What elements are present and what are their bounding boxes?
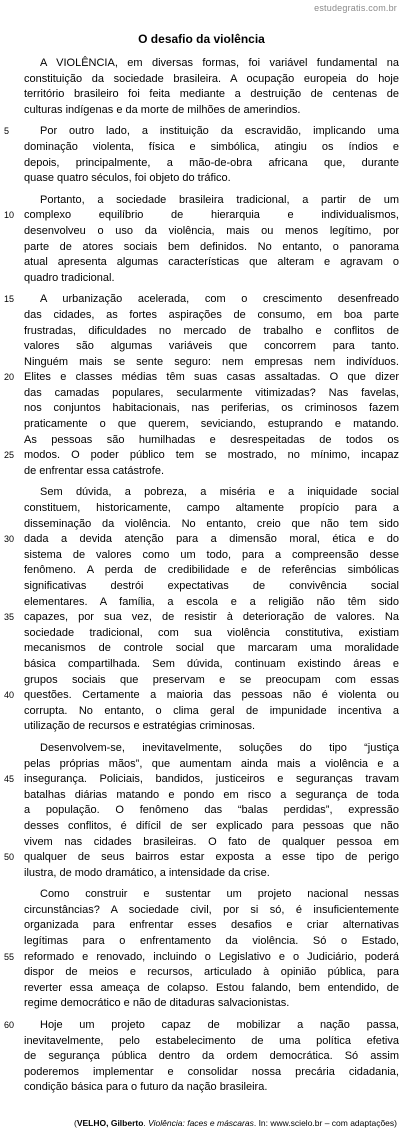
line-text: circunstâncias? A sociedade civil, por si só, é insuficientemente bbox=[24, 903, 399, 916]
line-text: território brasileiro foi feita mediante a destruição de centenas de bbox=[24, 88, 399, 101]
text-line bbox=[24, 719, 399, 735]
text-line bbox=[24, 1034, 399, 1050]
text-line bbox=[24, 517, 399, 533]
text-line bbox=[24, 934, 399, 950]
line-text: atual apresenta algumas características que alteram e agravam o bbox=[24, 256, 399, 269]
line-text: legítimas para o enfrentamento da violência. Só o Estado, bbox=[24, 935, 399, 948]
text-line bbox=[24, 56, 399, 72]
text-line bbox=[24, 704, 399, 720]
paragraph bbox=[4, 193, 399, 287]
line-number: 40 bbox=[4, 690, 15, 701]
line-text: significativas destrói expectativas de convivência social bbox=[24, 580, 399, 592]
line-text: valores são algumas variáveis que concorrem para tanto. bbox=[24, 340, 399, 353]
text-line bbox=[4, 950, 399, 966]
text-line bbox=[4, 532, 399, 548]
text-line bbox=[24, 741, 399, 757]
text-line bbox=[24, 464, 399, 480]
text-line bbox=[24, 866, 399, 882]
line-text: corrupta. No entanto, o clima geral de impunidade incentiva a bbox=[24, 704, 399, 717]
text-line bbox=[24, 240, 399, 256]
text-line bbox=[4, 292, 399, 308]
text-line bbox=[24, 1080, 399, 1096]
text-line bbox=[24, 140, 399, 156]
line-text: utilização de recursos e estratégias criminosas. bbox=[24, 720, 256, 733]
text-line bbox=[24, 501, 399, 517]
site-watermark: estudegratis.com.br bbox=[314, 3, 397, 13]
line-number: 45 bbox=[4, 774, 15, 785]
line-number: 30 bbox=[4, 534, 15, 545]
line-text: disseminação da violência. No entanto, creio que não tem sido bbox=[24, 517, 399, 530]
line-text: Por outro lado, a instituição da escravidão, implicando uma bbox=[40, 125, 399, 138]
text-body bbox=[4, 56, 399, 1096]
text-line bbox=[24, 641, 399, 657]
line-text: inevitavelmente, pelo estabelecimento de uma política efetiva bbox=[24, 1034, 399, 1047]
line-text: dispor de meios e recursos, articulado à opinião pública, para bbox=[24, 966, 399, 979]
line-text: capazes, por sua vez, de resistir à deterioração de valores. Na bbox=[24, 611, 399, 624]
text-line bbox=[24, 579, 399, 595]
text-line bbox=[24, 156, 399, 172]
text-line bbox=[24, 918, 399, 934]
text-line bbox=[24, 819, 399, 835]
line-text: Elites e classes médias têm suas casas assaltadas. O que dizer bbox=[24, 371, 399, 384]
text-line bbox=[24, 981, 399, 997]
line-text: reverter essa ameaça de colapso. Estou falando, bem entendido, de bbox=[24, 981, 399, 994]
line-text: insegurança. Policiais, bandidos, justiceiros e seguranças travam bbox=[24, 773, 399, 786]
line-text: fenômeno. A perda de credibilidade e de referências simbólicas bbox=[24, 564, 399, 577]
line-text: condição básica para o futuro da nação brasileira. bbox=[24, 1081, 268, 1094]
source-open: ( bbox=[73, 1118, 77, 1128]
line-text: desenvolveu o uso da violência, mais ou menos legítimo, por bbox=[24, 224, 399, 237]
text-title: O desafio da violência bbox=[138, 32, 265, 46]
line-text: constituem, historicamente, campo altamente propício para a bbox=[24, 502, 399, 515]
line-text: nos conjuntos habitacionais, nas periferias, os criminosos fazem bbox=[24, 402, 399, 415]
paragraph bbox=[4, 887, 399, 1012]
text-line bbox=[24, 401, 399, 417]
line-text: complexo equilíbrio de hierarquia e individualismos, bbox=[24, 209, 399, 222]
line-text: Sem dúvida, a pobreza, a miséria e a iniquidade social bbox=[40, 486, 399, 499]
line-number: 15 bbox=[4, 294, 15, 305]
line-text: A urbanização acelerada, com o crescimento desenfreado bbox=[40, 293, 399, 306]
line-text: dominação violenta, física e simbólica, atingiu os índios e bbox=[24, 140, 399, 153]
text-line bbox=[4, 448, 399, 464]
text-line bbox=[24, 308, 399, 324]
line-number: 20 bbox=[4, 372, 15, 383]
line-number: 50 bbox=[4, 852, 15, 863]
line-text: regime democrático e não de ditaduras salvacionistas. bbox=[24, 997, 290, 1010]
text-line bbox=[24, 324, 399, 340]
line-text: elementares. A família, a escola e a religião não têm sido bbox=[24, 595, 399, 608]
line-text: praticamente o que querem, seviciando, estuprando e matando. bbox=[24, 418, 399, 431]
text-line bbox=[24, 673, 399, 689]
paragraph bbox=[4, 485, 399, 735]
text-line bbox=[24, 485, 399, 501]
paragraph bbox=[4, 124, 399, 186]
source-author: VELHO, Gilberto bbox=[76, 1118, 144, 1128]
text-line bbox=[24, 757, 399, 773]
source-citation bbox=[74, 1118, 397, 1128]
line-text: poderemos implementar e consolidar nossa precária cidadania, bbox=[24, 1065, 399, 1078]
line-text: batalhas diárias matando e pondo em risco a segurança de toda bbox=[24, 788, 399, 801]
line-number: 60 bbox=[4, 1020, 15, 1031]
text-line bbox=[24, 417, 399, 433]
text-line bbox=[4, 610, 399, 626]
line-number: 35 bbox=[4, 612, 15, 623]
line-text: quadro tradicional. bbox=[24, 271, 115, 284]
line-text: das cidades, as fortes aspirações de consumo, em boa parte bbox=[24, 308, 399, 321]
text-line bbox=[24, 996, 399, 1012]
line-text: organizada para enfrentar esses desafios e criar alternativas bbox=[24, 919, 399, 932]
line-text: Portanto, a sociedade brasileira tradicional, a partir de um bbox=[40, 193, 399, 206]
paragraph bbox=[24, 56, 399, 118]
line-text: das camadas populares, secularmente vitimizadas? Nas favelas, bbox=[24, 386, 399, 399]
text-line bbox=[24, 1065, 399, 1081]
line-text: ilustra, de modo dramático, a intensidade da crise. bbox=[24, 866, 270, 879]
line-text: sistema de valores como um todo, para a compreensão desse bbox=[24, 548, 399, 561]
line-text: Como construir e sustentar um projeto nacional nessas bbox=[40, 888, 399, 901]
text-line bbox=[24, 386, 399, 402]
paragraph bbox=[4, 741, 399, 881]
line-text: de enfrentar essa catástrofe. bbox=[24, 464, 165, 477]
text-line bbox=[24, 103, 399, 119]
line-text: vivem nas cidades brasileiras. O fato de qualquer pessoa em bbox=[24, 835, 399, 848]
line-text: A VIOLÊNCIA, em diversas formas, foi variável fundamental na bbox=[40, 57, 399, 69]
text-line bbox=[24, 595, 399, 611]
text-line bbox=[24, 965, 399, 981]
line-text: mecanismos de controle social que marcaram uma moralidade bbox=[24, 642, 399, 655]
line-number: 5 bbox=[4, 126, 10, 137]
text-line bbox=[24, 803, 399, 819]
line-text: desses conflitos, é difícil de ser explicado para pessoas que não bbox=[24, 819, 399, 832]
line-number: 55 bbox=[4, 951, 15, 962]
paragraph bbox=[4, 292, 399, 479]
text-line bbox=[24, 271, 399, 287]
line-text: pelas próprias mãos”, que aumentam ainda mais a violência e a bbox=[24, 757, 399, 770]
line-text: frustradas, dificuldades no mercado de trabalho e conflitos de bbox=[24, 324, 399, 337]
line-text: reformado e renovado, incluindo o Legislativo e o Judiciário, poderá bbox=[24, 950, 399, 963]
text-line bbox=[24, 87, 399, 103]
text-line bbox=[4, 772, 399, 788]
line-number: 25 bbox=[4, 450, 15, 461]
line-text: Hoje um projeto capaz de mobilizar a nação passa, bbox=[40, 1019, 399, 1032]
text-line bbox=[24, 887, 399, 903]
source-work: Violência: faces e máscaras bbox=[148, 1118, 254, 1128]
line-text: sociedade tradicional, com sua violência constitutiva, existiam bbox=[24, 626, 399, 639]
text-line bbox=[24, 1049, 399, 1065]
text-line bbox=[24, 903, 399, 919]
line-text: de segurança pública dentro da ordem democrática. Só assim bbox=[24, 1050, 399, 1063]
text-line bbox=[24, 626, 399, 642]
line-text: modos. O poder público tem se mostrado, no mínimo, incapaz bbox=[24, 449, 399, 462]
text-line bbox=[24, 72, 399, 88]
line-text: culturas indígenas e da morte de milhões de amerindios. bbox=[24, 103, 301, 116]
line-text: básica compartilhada. Sem dúvida, continuam existindo áreas e bbox=[24, 657, 399, 670]
line-text: As pessoas são humilhadas e desrespeitadas de todos os bbox=[24, 433, 399, 446]
text-line bbox=[4, 1018, 399, 1034]
text-line bbox=[24, 355, 399, 371]
text-line bbox=[4, 688, 399, 704]
line-text: grupos sociais que preservam e se preocupam com essas bbox=[24, 673, 399, 686]
text-line bbox=[24, 255, 399, 271]
line-text: Ninguém mais se sente seguro: nem empresas nem indivíduos. bbox=[24, 355, 399, 368]
line-text: dada a devida atenção para a dimensão moral, ética e do bbox=[24, 533, 399, 546]
line-text: quase quatro séculos, foi objeto do tráfico. bbox=[24, 172, 231, 185]
text-line bbox=[24, 548, 399, 564]
source-sep: . bbox=[143, 1118, 149, 1128]
text-line bbox=[24, 563, 399, 579]
line-text: a população. O fenômeno das “balas perdidas”, expressão bbox=[24, 804, 399, 817]
text-line bbox=[24, 835, 399, 851]
text-line bbox=[24, 193, 399, 209]
paragraph bbox=[4, 1018, 399, 1096]
line-text: constituição da sociedade brasileira. A ocupação europeia do hoje bbox=[24, 72, 399, 85]
source-rest: . In: www.scielo.br – com adaptações) bbox=[253, 1118, 397, 1128]
line-text: Desenvolvem-se, inevitavelmente, soluções do tipo “justiça bbox=[40, 741, 399, 754]
text-line bbox=[24, 433, 399, 449]
text-line bbox=[4, 124, 399, 140]
line-text: parte de atores sociais bem definidos. No entanto, o panorama bbox=[24, 240, 399, 253]
text-line bbox=[24, 224, 399, 240]
text-line bbox=[4, 850, 399, 866]
text-line bbox=[24, 339, 399, 355]
line-number: 10 bbox=[4, 210, 15, 221]
text-line bbox=[4, 370, 399, 386]
line-text: qualquer de seus bairros estar exposta a esse tipo de perigo bbox=[24, 851, 399, 864]
line-text: questões. Certamente a maioria das pessoas não é violenta ou bbox=[24, 689, 399, 702]
text-line bbox=[4, 208, 399, 224]
text-line bbox=[24, 171, 399, 187]
text-line bbox=[24, 657, 399, 673]
text-line bbox=[24, 788, 399, 804]
line-text: depois, principalmente, a mão-de-obra africana que, durante bbox=[24, 156, 399, 169]
